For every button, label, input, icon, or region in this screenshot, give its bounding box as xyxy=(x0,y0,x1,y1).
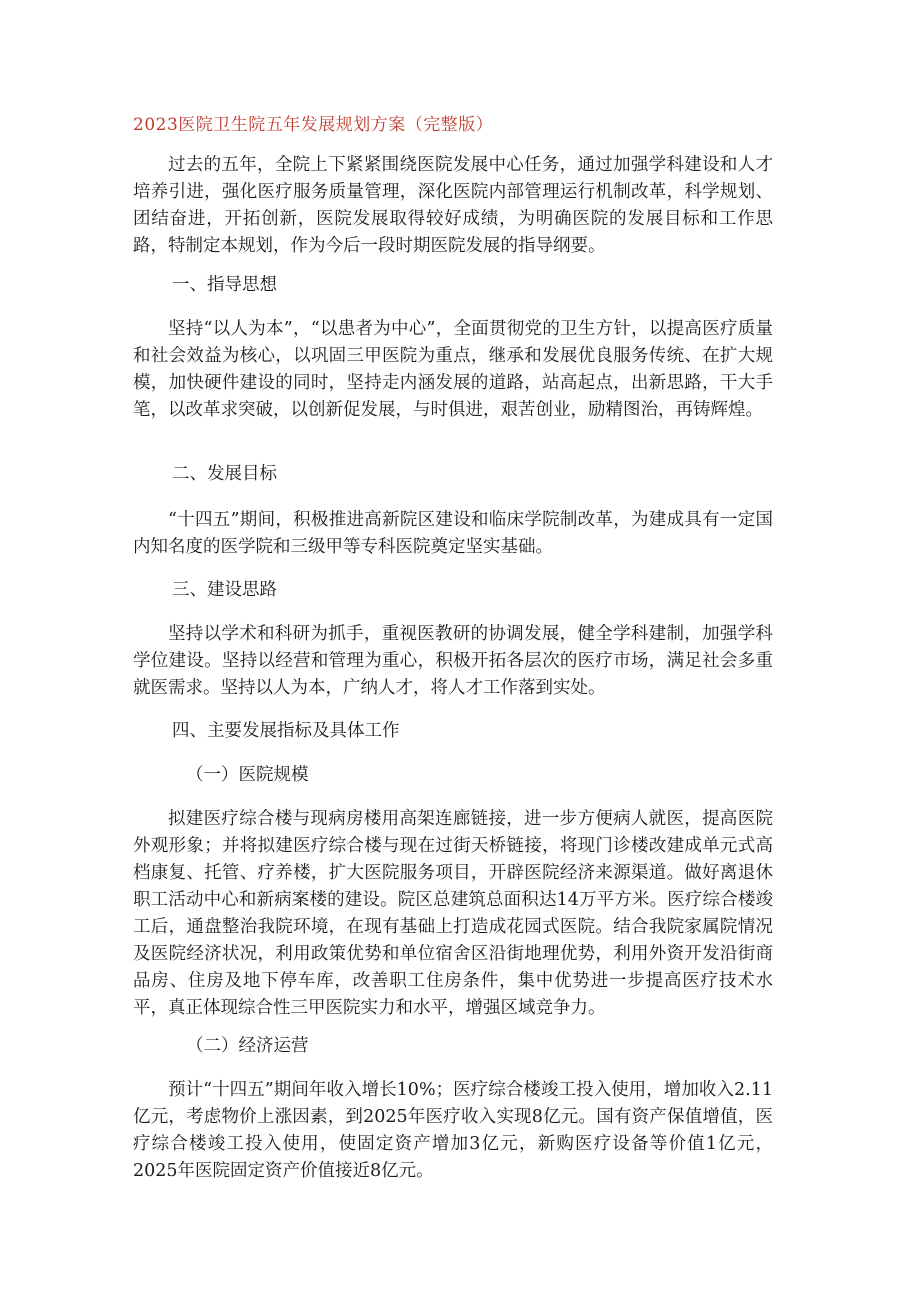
section-body-guiding-ideology: 坚持“以人为本”，“以患者为中心”，全面贯彻党的卫生方针，以提高医疗质量和社会效益为核心，以巩固三甲医院为重点，继承和发展优良服务传统、在扩大规模，加快硬件建设的同时，坚持走内涵发展的道路，站高起点，出新思路，干大手笔，以改革求突破，以创新促发展，与时俱进，艰苦创业，励精图治，再铸辉煌。 xyxy=(133,319,773,420)
subsection-heading-hospital-scale: （一）医院规模 xyxy=(186,765,309,785)
subsection-heading-economic-operation: （二）经济运营 xyxy=(186,1036,309,1056)
subsection-body-hospital-scale: 拟建医疗综合楼与现病房楼用高架连廊链接，进一步方便病人就医，提高医院外观形象；并将拟建医疗综合楼与现在过街天桥链接，将现门诊楼改建成单元式高档康复、托管、疗养楼，扩大医院服务项目，开辟医院经济来源渠道。做好离退休职工活动中心和新病案楼的建设。院区总建筑总面积达14万平方米。医疗综合楼竣工后，通盘整治我院环境，在现有基础上打造成花园式医院。结合我院家属院情况及医院经济状况，利用政策优势和单位宿舍区沿街地理优势，利用外资开发沿街商品房、住房及地下停车库，改善职工住房条件，集中优势进一步提高医疗技术水平，真正体现综合性三甲医院实力和水平，增强区域竞争力。 xyxy=(133,809,773,1018)
section-heading-construction-ideas: 三、建设思路 xyxy=(172,580,277,600)
intro-paragraph: 过去的五年，全院上下紧紧围绕医院发展中心任务，通过加强学科建设和人才培养引进，强化医疗服务质量管理，深化医院内部管理运行机制改革，科学规划、团结奋进，开拓创新，医院发展取得较好成绩，为明确医院的发展目标和工作思路，特制定本规划，作为今后一段时期医院发展的指导纲要。 xyxy=(133,155,773,256)
section-heading-main-indicators: 四、主要发展指标及具体工作 xyxy=(172,721,400,741)
section-heading-development-goals: 二、发展目标 xyxy=(172,464,277,484)
subsection-body-economic-operation: 预计“十四五”期间年收入增长10%；医疗综合楼竣工投入使用，增加收入2.11亿元，考虑物价上涨因素，到2025年医疗收入实现8亿元。国有资产保值增值，医疗综合楼竣工投入使用，使固定资产增加3亿元，新购医疗设备等价值1亿元，2025年医院固定资产价值接近8亿元。 xyxy=(133,1080,773,1181)
section-heading-guiding-ideology: 一、指导思想 xyxy=(172,275,277,295)
section-body-construction-ideas: 坚持以学术和科研为抓手，重视医教研的协调发展，健全学科建制，加强学科学位建设。坚持以经营和管理为重心，积极开拓各层次的医疗市场，满足社会多重就医需求。坚持以人为本，广纳人才，将人才工作落到实处。 xyxy=(133,624,773,698)
section-body-development-goals: “十四五”期间，积极推进高新院区建设和临床学院制改革，为建成具有一定国内知名度的医学院和三级甲等专科医院奠定坚实基础。 xyxy=(133,510,773,557)
document-title: 2023医院卫生院五年发展规划方案（完整版） xyxy=(133,115,494,135)
